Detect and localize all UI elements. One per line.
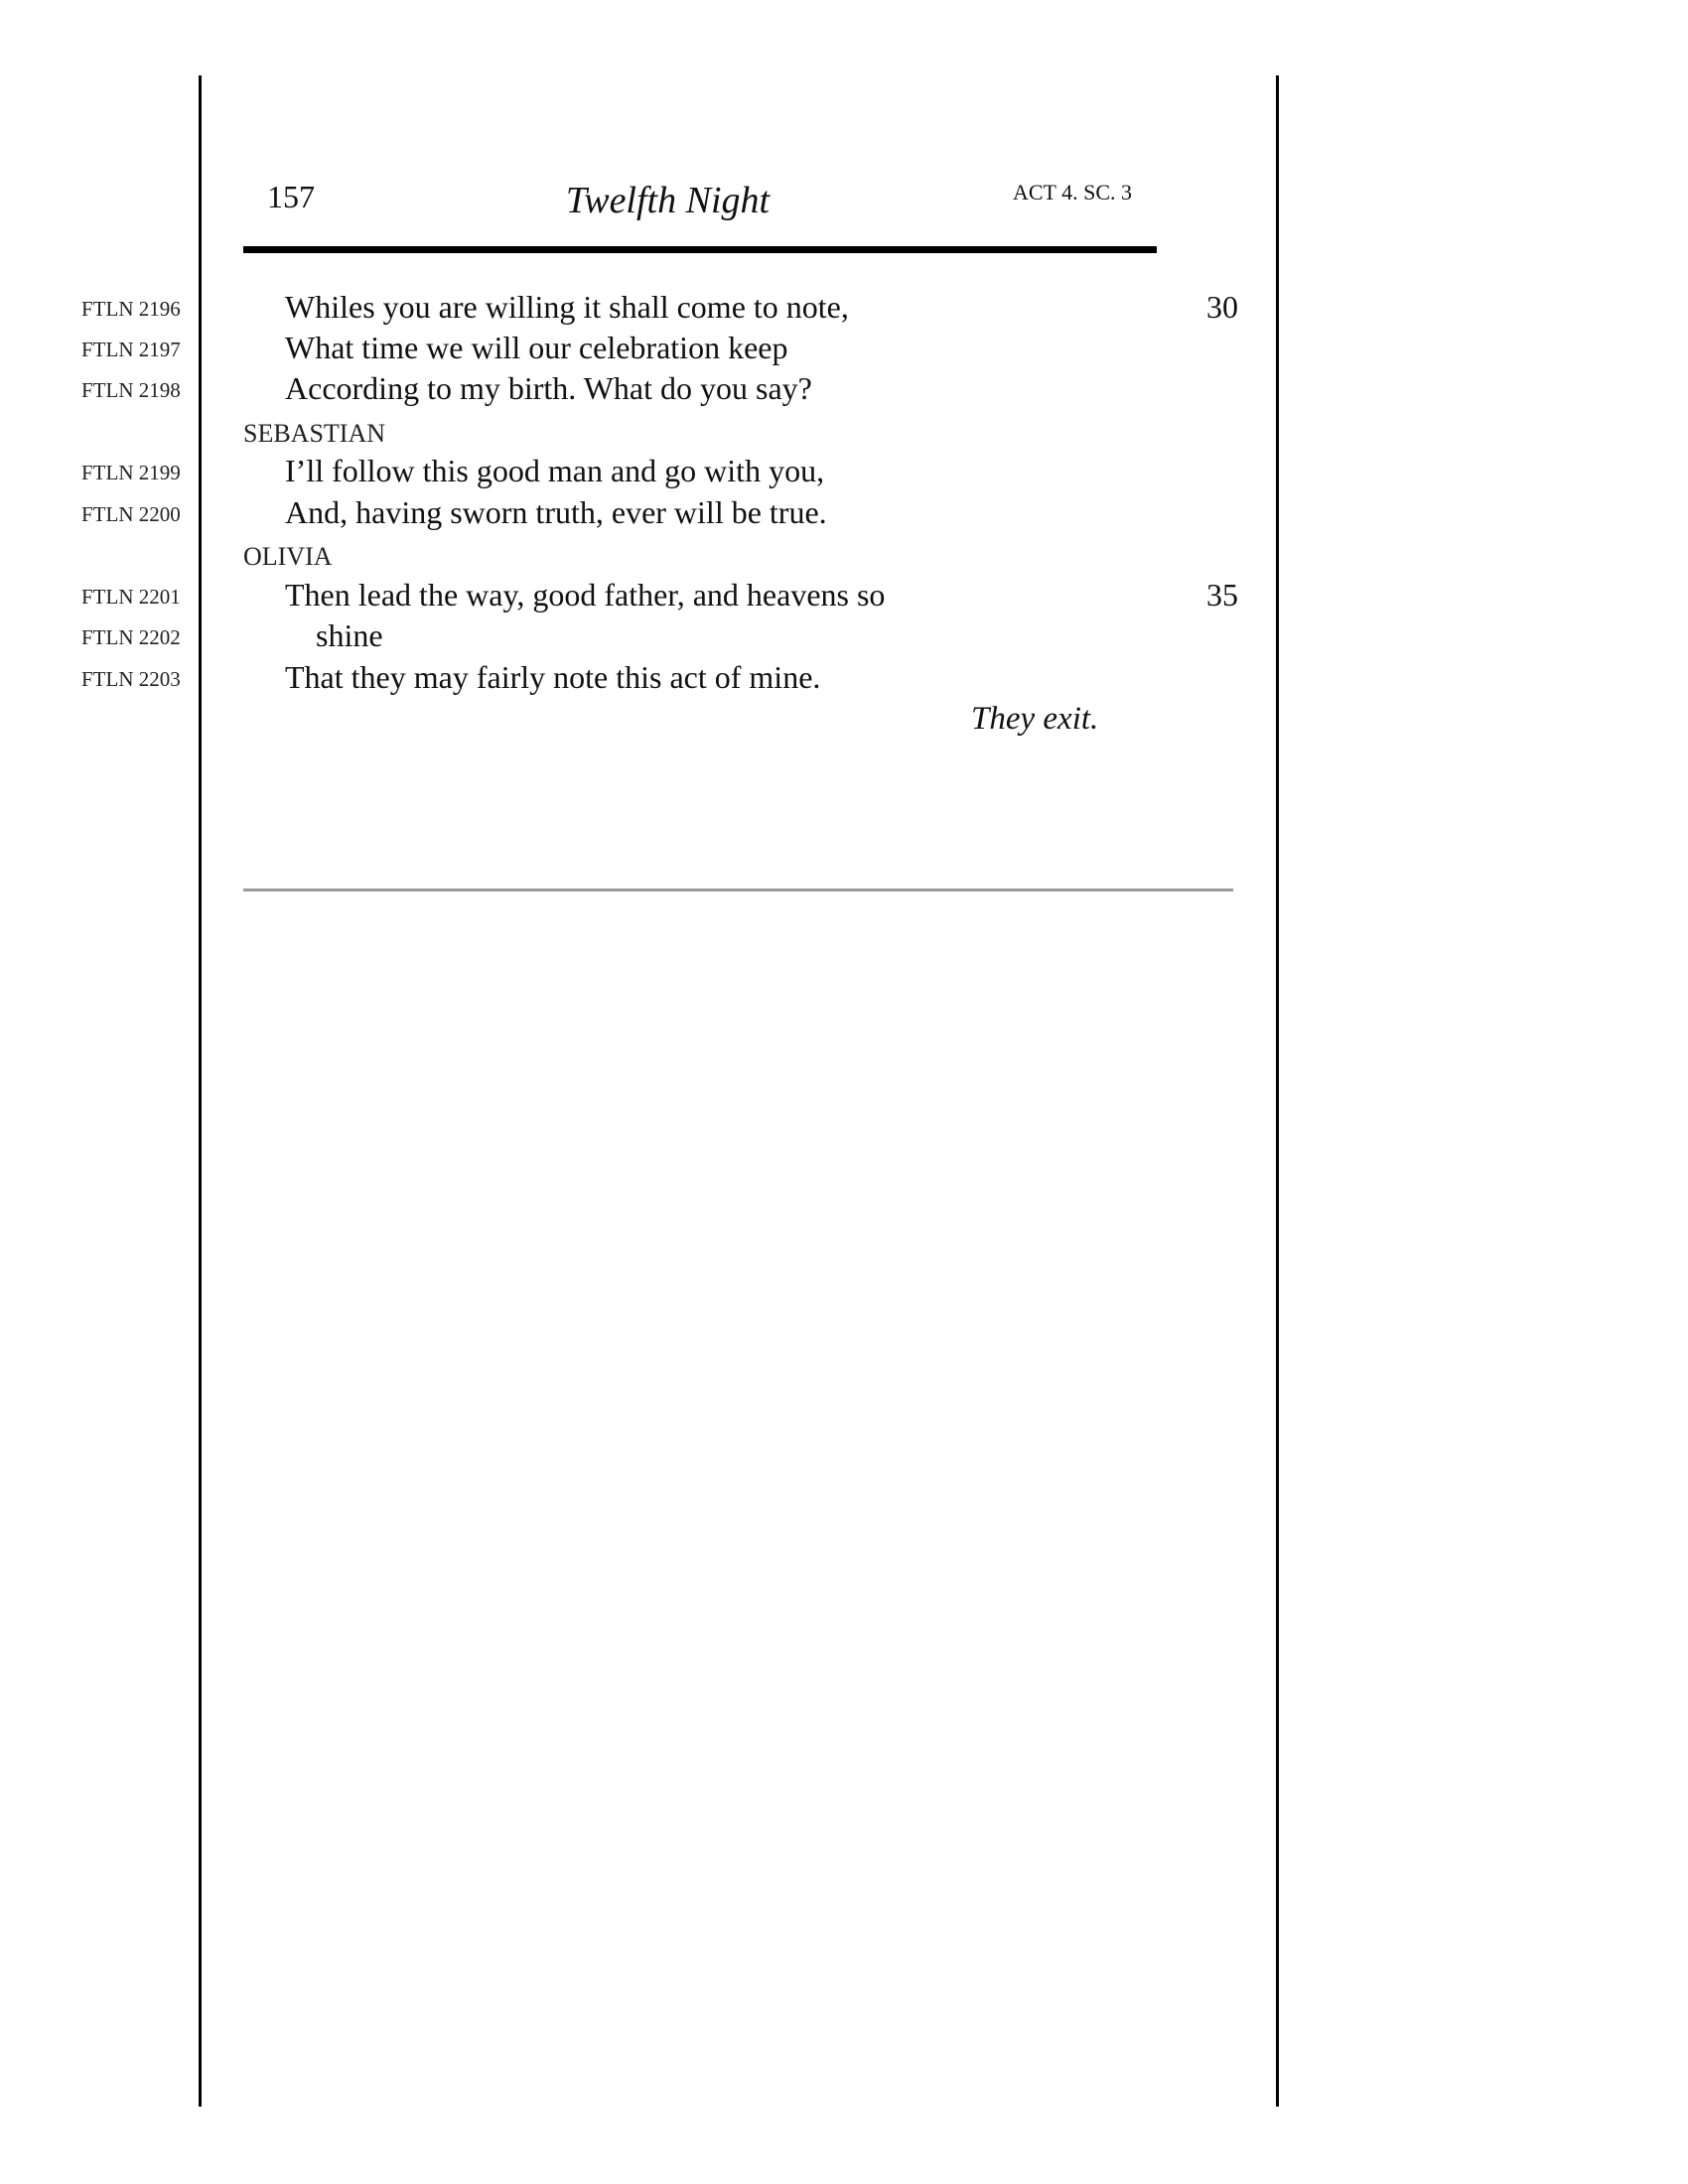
verse-line <box>0 578 1688 617</box>
verse-text: Whiles you are willing it shall come to note, <box>285 289 849 325</box>
ftln-number: FTLN 2202 <box>81 625 181 649</box>
act-scene-label: ACT 4. SC. 3 <box>1013 180 1133 205</box>
ftln-number: FTLN 2201 <box>81 585 181 609</box>
verse-line <box>0 371 1688 411</box>
line-number: 30 <box>1206 289 1238 325</box>
ftln-number: FTLN 2197 <box>81 338 181 361</box>
verse-line <box>0 495 1688 535</box>
verse-line <box>0 290 1688 330</box>
ftln-number: FTLN 2200 <box>81 502 181 526</box>
speaker-name: SEBASTIAN <box>243 419 386 448</box>
stage-direction-line <box>0 702 1688 742</box>
speaker-name: OLIVIA <box>243 542 333 571</box>
verse-text: What time we will our celebration keep <box>285 330 788 365</box>
ftln-number: FTLN 2203 <box>81 667 181 691</box>
footer-rule <box>243 888 1233 891</box>
header-rule <box>243 246 1157 253</box>
line-number: 35 <box>1206 577 1238 613</box>
verse-text: According to my birth. What do you say? <box>285 370 812 406</box>
speaker-line <box>0 413 1688 453</box>
verse-text: I’ll follow this good man and go with you, <box>285 453 825 488</box>
verse-text: shine <box>316 617 383 653</box>
verse-line <box>0 454 1688 493</box>
page-number: 157 <box>267 179 315 214</box>
ftln-number: FTLN 2196 <box>81 297 181 321</box>
verse-line <box>0 618 1688 658</box>
verse-text: That they may fairly note this act of mine. <box>285 659 821 695</box>
speaker-line <box>0 536 1688 576</box>
stage-direction: They exit. <box>971 701 1099 737</box>
running-title: Twelfth Night <box>565 180 771 221</box>
ftln-number: FTLN 2199 <box>81 461 181 484</box>
verse-line <box>0 331 1688 370</box>
verse-line <box>0 660 1688 700</box>
verse-text: And, having sworn truth, ever will be true. <box>285 494 827 530</box>
verse-text: Then lead the way, good father, and heavens so <box>285 577 886 613</box>
ftln-number: FTLN 2198 <box>81 378 181 402</box>
